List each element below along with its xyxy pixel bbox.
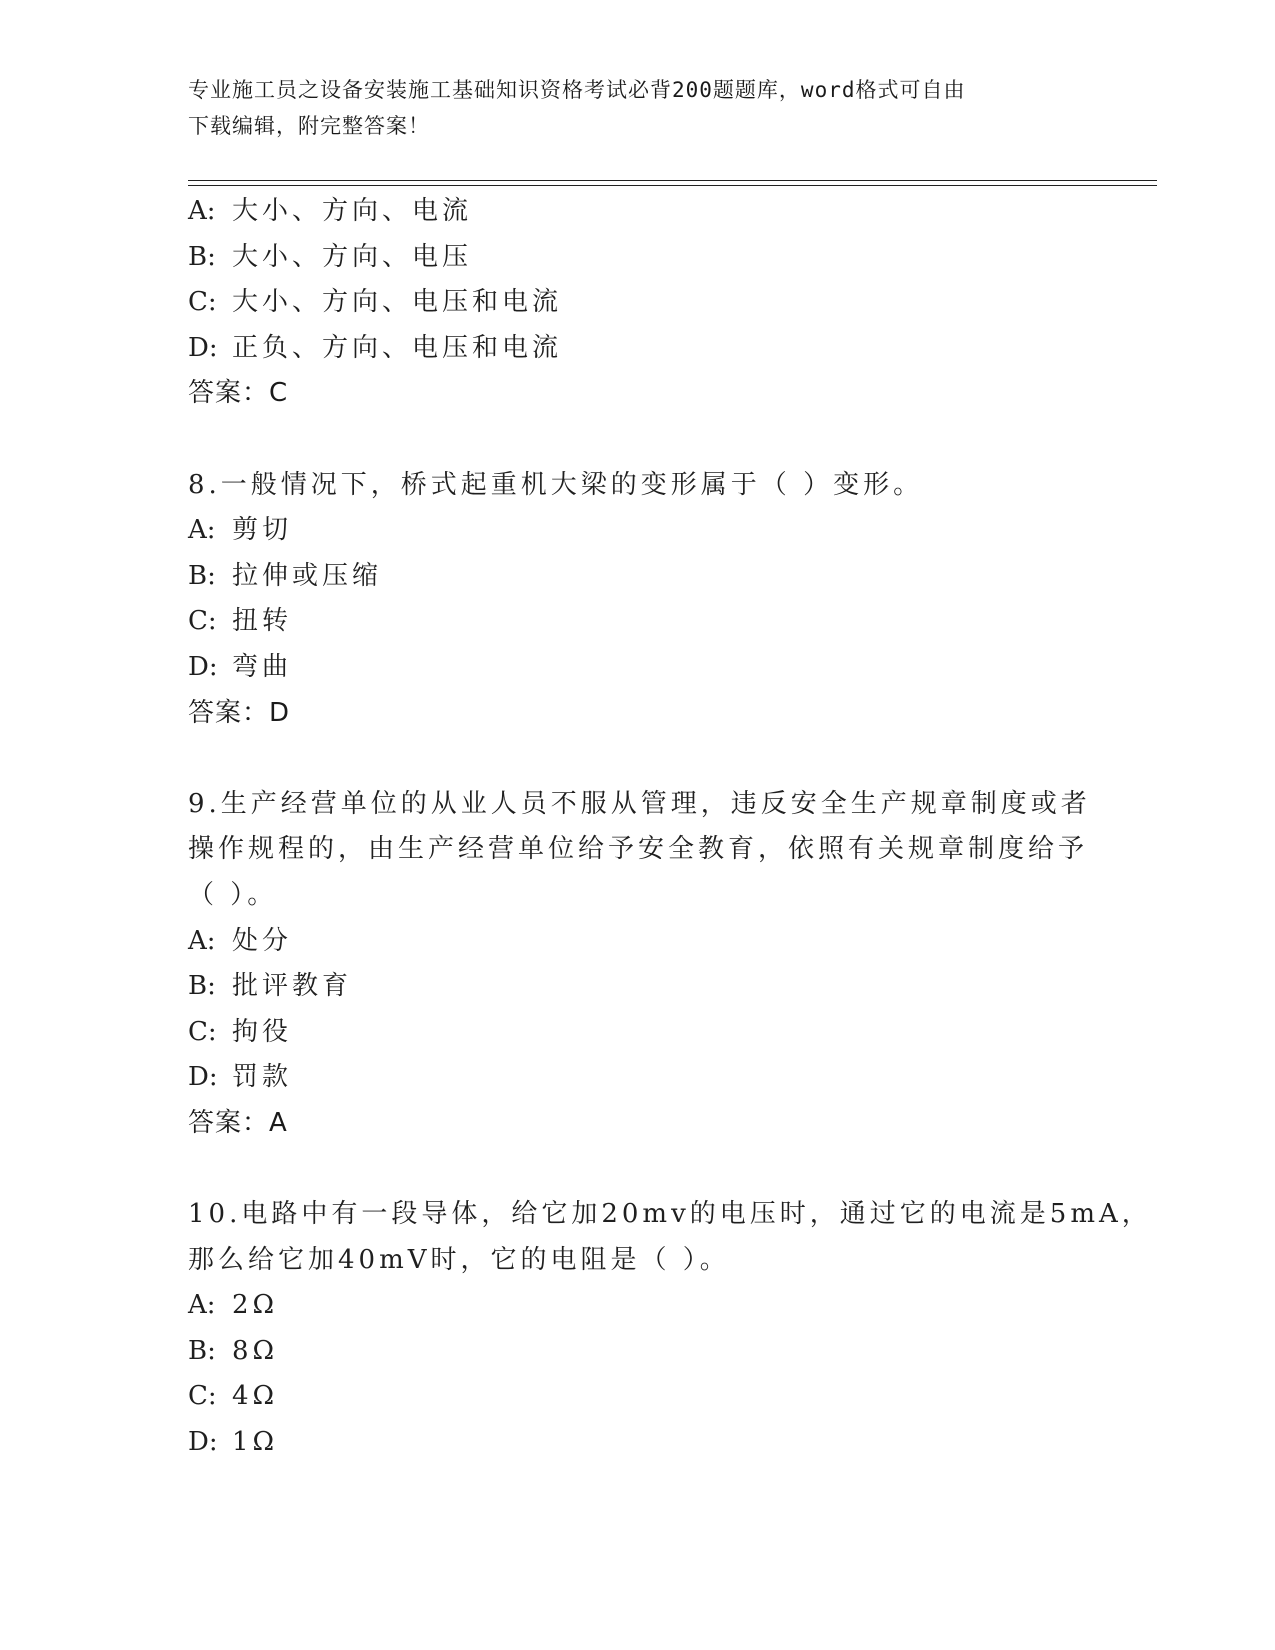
- question-8: [188, 463, 1068, 737]
- question-9: [188, 782, 1091, 1147]
- option-text: 扭转: [232, 606, 293, 637]
- question-gap: [188, 417, 1068, 463]
- option-text: 拉伸或压缩: [232, 560, 383, 591]
- question-stem: 8.一般情况下，桥式起重机大梁的变形属于（ ）变形。: [188, 469, 924, 500]
- question-gap: [188, 736, 1068, 782]
- option-text: 剪切: [232, 515, 293, 546]
- option-text: 弯曲: [232, 651, 293, 682]
- option-a: [188, 189, 1068, 235]
- option-key: B:: [188, 1335, 216, 1366]
- question-7: [188, 189, 1068, 417]
- option-key: C:: [188, 606, 217, 637]
- option-text: 大小、方向、电压和电流: [232, 287, 563, 318]
- option-key: B:: [188, 971, 216, 1002]
- option-text: 大小、方向、电压: [232, 241, 473, 272]
- question-stem-line: 操作规程的，由生产经营单位给予安全教育，依照有关规章制度给予: [188, 834, 1089, 865]
- option-a: [188, 1283, 1068, 1329]
- option-b: [188, 554, 1068, 600]
- question-gap: [188, 1146, 1068, 1192]
- header-divider-bottom: [188, 185, 1157, 186]
- option-key: A:: [188, 925, 216, 956]
- option-b: [188, 964, 1068, 1010]
- option-key: D:: [188, 1062, 218, 1093]
- answer-line: 答案：C: [188, 378, 289, 409]
- option-text: 大小、方向、电流: [232, 196, 473, 226]
- option-key: D:: [188, 332, 218, 363]
- option-b: [188, 235, 1068, 281]
- option-text: 2Ω: [232, 1290, 279, 1321]
- option-text: 正负、方向、电压和电流: [232, 332, 563, 363]
- question-stem-line: （ ）。: [188, 879, 278, 910]
- answer-line: 答案：D: [188, 697, 291, 728]
- option-key: B:: [188, 241, 216, 272]
- option-text: 8Ω: [232, 1335, 279, 1366]
- option-text: 拘役: [232, 1016, 293, 1047]
- document-header: [188, 72, 1068, 144]
- option-d: [188, 326, 1068, 372]
- option-c: [188, 280, 1068, 326]
- option-key: A:: [188, 196, 216, 226]
- option-key: B:: [188, 560, 216, 591]
- option-d: [188, 1420, 1068, 1466]
- option-a: [188, 508, 1068, 554]
- option-key: C:: [188, 287, 217, 318]
- option-text: 4Ω: [232, 1381, 279, 1412]
- option-d: [188, 645, 1068, 691]
- answer-line: 答案：A: [188, 1107, 288, 1138]
- option-text: 处分: [232, 925, 293, 956]
- question-10: [188, 1192, 1152, 1466]
- question-stem-line: 9.生产经营单位的从业人员不服从管理，违反安全生产规章制度或者: [188, 788, 1091, 819]
- option-c: [188, 599, 1068, 645]
- header-line-2: 下载编辑，附完整答案！: [188, 114, 430, 138]
- option-key: A:: [188, 1290, 216, 1321]
- option-key: D:: [188, 1427, 218, 1458]
- option-c: [188, 1374, 1068, 1420]
- option-key: D:: [188, 651, 218, 682]
- option-key: A:: [188, 515, 216, 546]
- header-divider-top: [188, 180, 1157, 181]
- option-b: [188, 1329, 1068, 1375]
- header-line-1: 专业施工员之设备安装施工基础知识资格考试必背200题题库，word格式可自由: [188, 78, 966, 102]
- question-stem-line: 10.电路中有一段导体，给它加20mv的电压时，通过它的电流是5mA，: [188, 1199, 1152, 1230]
- option-a: [188, 919, 1068, 965]
- option-d: [188, 1055, 1068, 1101]
- question-stem-line: 那么给它加40mV时，它的电阻是（ ）。: [188, 1244, 730, 1275]
- question-list: [188, 189, 1152, 1466]
- option-key: C:: [188, 1381, 217, 1412]
- option-key: C:: [188, 1016, 217, 1047]
- option-text: 1Ω: [232, 1427, 279, 1458]
- option-text: 罚款: [232, 1062, 293, 1093]
- option-c: [188, 1010, 1068, 1056]
- option-text: 批评教育: [232, 971, 353, 1002]
